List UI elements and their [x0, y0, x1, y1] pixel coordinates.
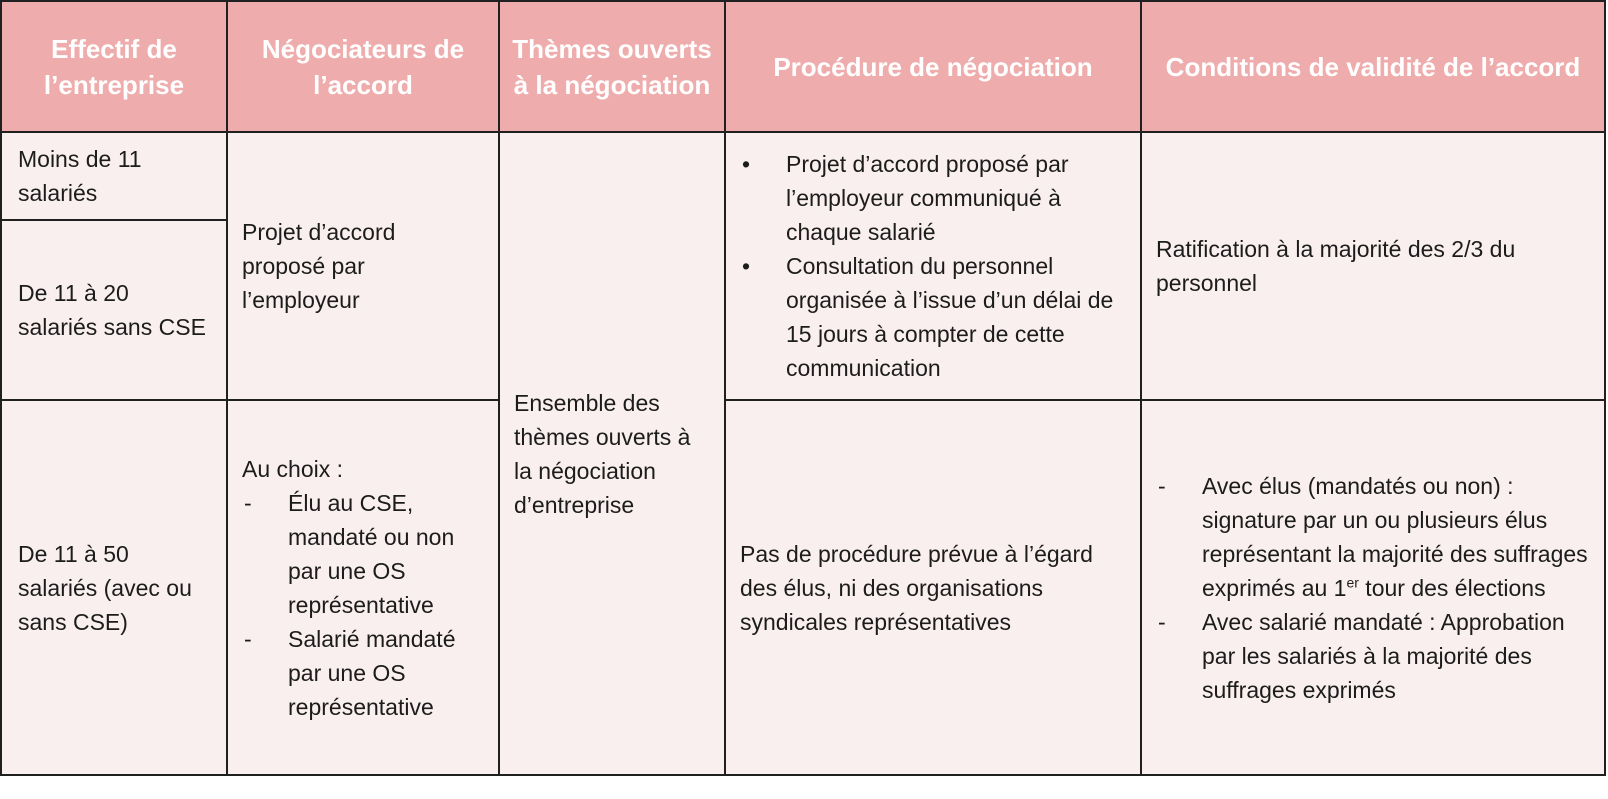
- header-effectif: Effectif de l’entreprise: [1, 1, 227, 132]
- table-row: [1, 400, 1605, 775]
- header-themes: Thèmes ouverts à la négociation: [499, 1, 725, 132]
- negociateurs-list: [242, 486, 484, 724]
- list-item: - Élu au CSE, mandaté ou non par une OS représentative: [242, 486, 484, 622]
- conditions-cell: Ratification à la majorité des 2/3 du personnel: [1141, 132, 1605, 400]
- procedure-cell: Pas de procédure prévue à l’égard des élus, ni des organisations syndicales représentatives: [725, 400, 1141, 775]
- themes-cell: Ensemble des thèmes ouverts à la négociation d’entreprise: [499, 132, 725, 775]
- list-item: - Salarié mandaté par une OS représentative: [242, 622, 484, 724]
- condition-text-end: tour des élections: [1358, 574, 1546, 601]
- effectif-cell: Moins de 11 salariés: [1, 132, 227, 220]
- ordinal-suffix: er: [1346, 573, 1359, 590]
- effectif-cell: De 11 à 20 salariés sans CSE: [1, 220, 227, 400]
- negociateurs-cell: [227, 400, 499, 775]
- list-item: - Avec salarié mandaté : Approbation par les salariés à la majorité des suffrages exprimés: [1156, 605, 1590, 707]
- header-conditions: Conditions de validité de l’accord: [1141, 1, 1605, 132]
- conditions-list: [1156, 469, 1590, 707]
- effectif-cell: De 11 à 50 salariés (avec ou sans CSE): [1, 400, 227, 775]
- procedure-cell: [725, 132, 1141, 400]
- list-item: • Consultation du personnel organisée à l’issue d’un délai de 15 jours à compter de cette communication: [740, 249, 1126, 385]
- list-item: • Projet d’accord proposé par l’employeur communiqué à chaque salarié: [740, 147, 1126, 249]
- procedure-list: [740, 147, 1126, 385]
- table-row: [1, 132, 1605, 220]
- header-negociateurs: Négociateurs de l’accord: [227, 1, 499, 132]
- negociateurs-cell: Projet d’accord proposé par l’employeur: [227, 132, 499, 400]
- conditions-cell: [1141, 400, 1605, 775]
- list-item: [1156, 469, 1590, 605]
- header-row: [1, 1, 1605, 132]
- condition-text: Avec élus (mandatés ou non) : signature par un ou plusieurs élus représentant la majorité des suffrages exprimés au 1: [1202, 472, 1588, 601]
- negociateurs-intro: Au choix :: [242, 455, 343, 482]
- header-procedure: Procédure de négociation: [725, 1, 1141, 132]
